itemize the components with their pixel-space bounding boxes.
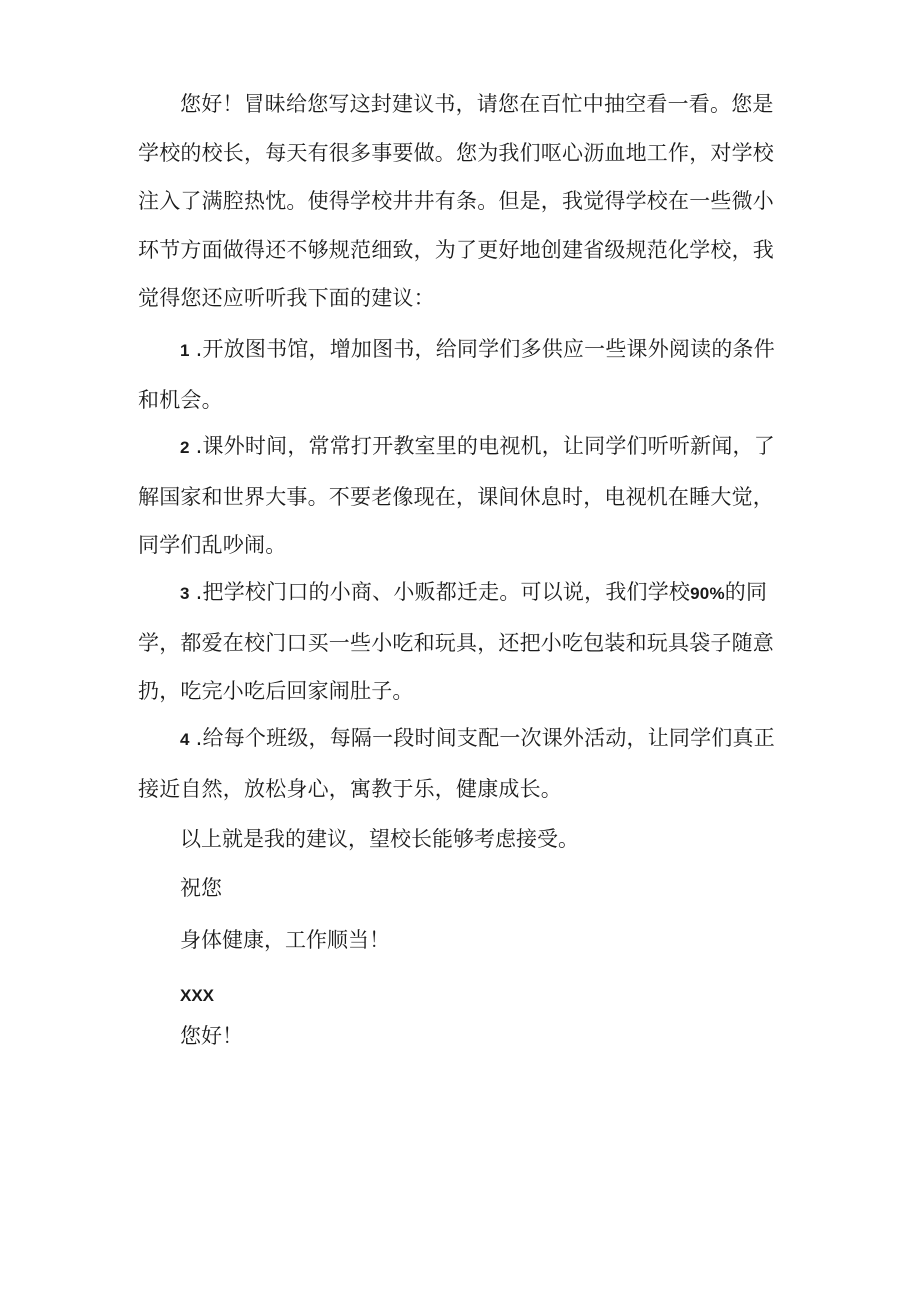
suggestion-3 (138, 568, 790, 716)
suggestion-number: 3 (180, 584, 190, 603)
suggestion-1 (138, 325, 790, 424)
wish-line-2: 身体健康，工作顺当！ (180, 928, 390, 952)
percent-value: 90% (690, 584, 725, 603)
suggestion-number: 2 (180, 438, 190, 457)
suggestion-text: .把学校门口的小商、小贩都迁走。可以说，我们学校 (195, 580, 691, 604)
suggestion-number: 4 (180, 730, 190, 749)
signature: XXX (180, 986, 215, 1005)
next-greeting: 您好！ (180, 1024, 243, 1048)
suggestion-text: .课外时间，常常打开教室里的电视机，让同学们听听新闻，了解国家和世界大事。不要老像现在，课间休息时，电视机在睡大觉，同学们乱吵闹。 (138, 434, 775, 558)
wish-line-1: 祝您 (180, 876, 222, 900)
closing-line: 以上就是我的建议，望校长能够考虑接受。 (180, 827, 579, 851)
suggestion-text: .给每个班级，每隔一段时间支配一次课外活动，让同学们真正接近自然，放松身心，寓教于乐，健康成长。 (138, 726, 775, 801)
suggestion-number: 1 (180, 341, 190, 360)
suggestion-text: .开放图书馆，增加图书，给同学们多供应一些课外阅读的条件和机会。 (138, 337, 775, 412)
suggestion-4 (138, 714, 790, 813)
intro-paragraph: 您好！冒昧给您写这封建议书，请您在百忙中抽空看一看。您是学校的校长，每天有很多事要做。您为我们呕心沥血地工作，对学校注入了满腔热忱。使得学校井井有条。但是，我觉得学校在一些微小环节方面做得还不够规范细致，为了更好地创建省级规范化学校，我觉得您还应听听我下面的建议： (138, 92, 774, 311)
suggestion-2 (138, 422, 790, 570)
suggestion-text-continued: 的同学，都爱在校门口买一些小吃和玩具，还把小吃包装和玩具袋子随意扔，吃完小吃后回家闹肚子。 (138, 580, 774, 704)
